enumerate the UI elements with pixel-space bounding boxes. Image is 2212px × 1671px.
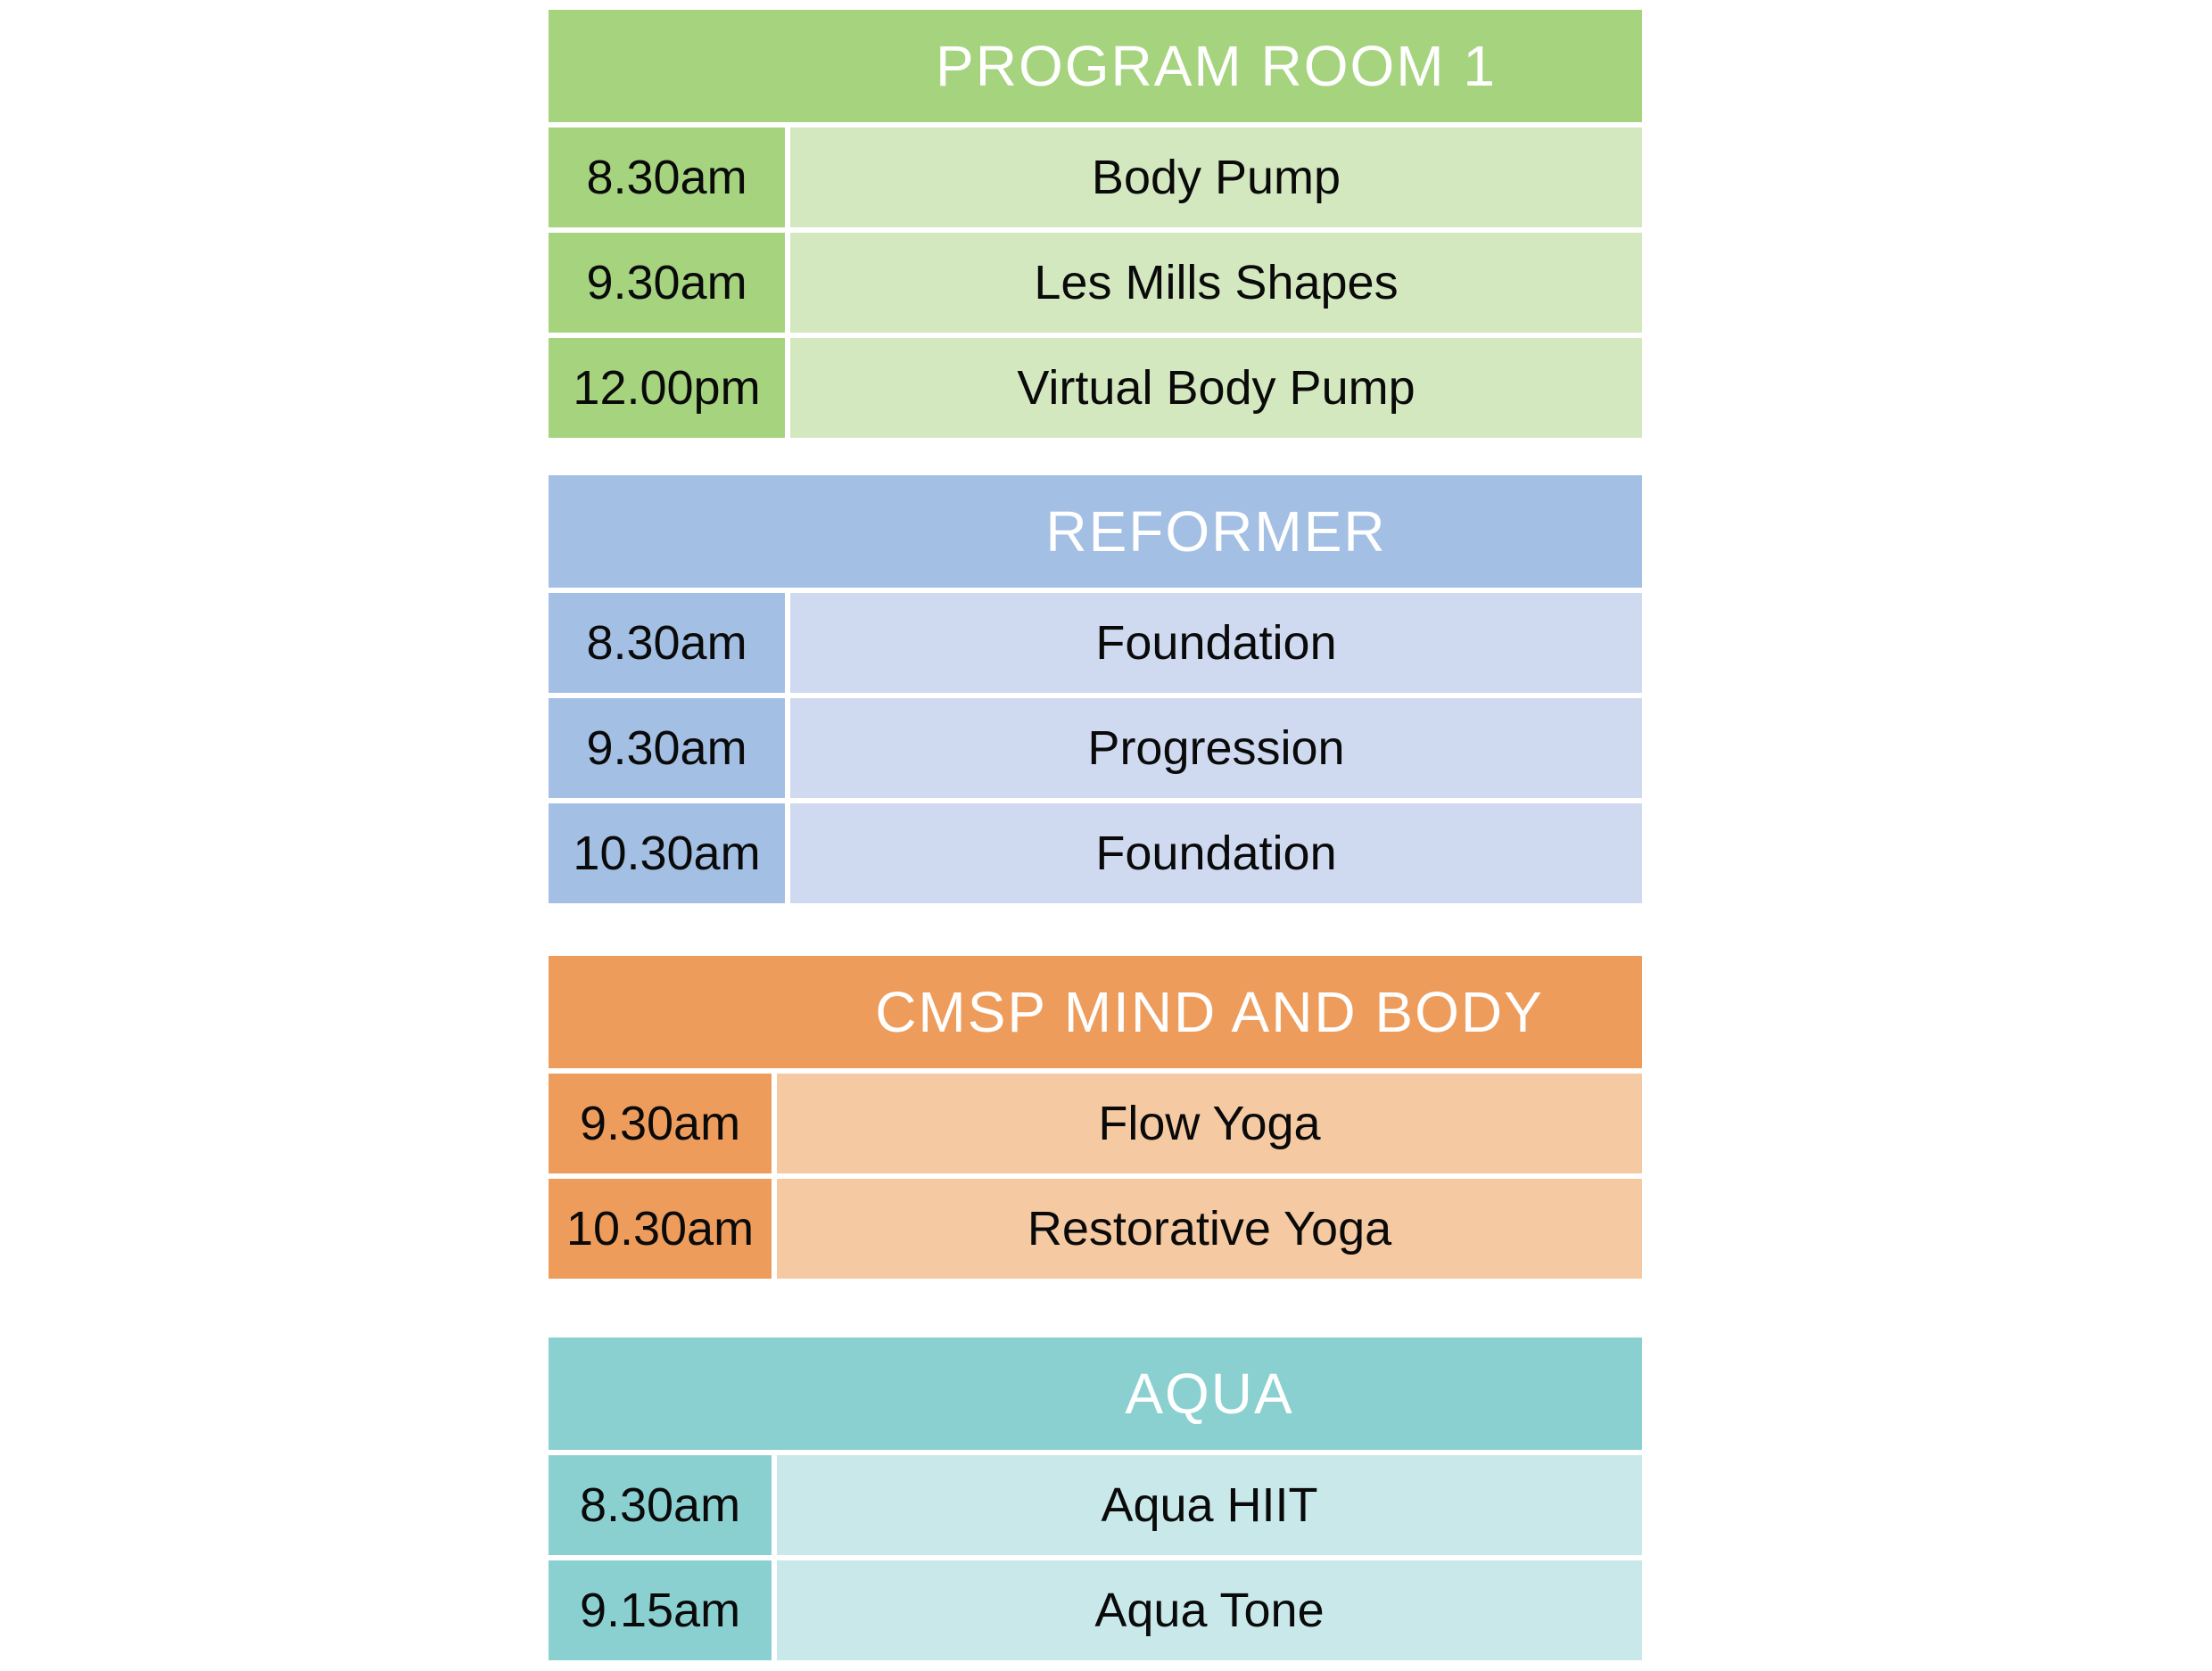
section-title: PROGRAM ROOM 1: [936, 34, 1497, 98]
schedule-row: [549, 128, 1642, 227]
section-title: REFORMER: [1045, 499, 1387, 564]
section-title: AQUA: [1125, 1362, 1294, 1426]
time-cell: 9.30am: [549, 233, 785, 333]
section-aqua: [549, 1338, 1642, 1660]
class-cell: Aqua HIIT: [777, 1455, 1642, 1555]
section-header: [549, 1338, 1642, 1450]
time-cell: 8.30am: [549, 128, 785, 227]
schedule-row: [549, 1179, 1642, 1279]
section-header: [549, 956, 1642, 1068]
class-schedule: [549, 10, 1642, 1660]
schedule-row: [549, 803, 1642, 903]
class-cell: Virtual Body Pump: [790, 338, 1642, 438]
schedule-row: [549, 233, 1642, 333]
schedule-row: [549, 338, 1642, 438]
time-cell: 8.30am: [549, 1455, 772, 1555]
schedule-row: [549, 593, 1642, 693]
schedule-row: [549, 1455, 1642, 1555]
schedule-row: [549, 1560, 1642, 1660]
class-cell: Les Mills Shapes: [790, 233, 1642, 333]
time-cell: 10.30am: [549, 1179, 772, 1279]
time-cell: 8.30am: [549, 593, 785, 693]
class-cell: Aqua Tone: [777, 1560, 1642, 1660]
class-cell: Progression: [790, 698, 1642, 798]
class-cell: Body Pump: [790, 128, 1642, 227]
class-cell: Foundation: [790, 593, 1642, 693]
section-header: [549, 475, 1642, 588]
time-cell: 9.30am: [549, 1074, 772, 1173]
class-cell: Restorative Yoga: [777, 1179, 1642, 1279]
time-cell: 9.15am: [549, 1560, 772, 1660]
time-cell: 10.30am: [549, 803, 785, 903]
section-cmsp-mind-and-body: [549, 956, 1642, 1279]
schedule-row: [549, 1074, 1642, 1173]
section-reformer: [549, 475, 1642, 903]
class-cell: Flow Yoga: [777, 1074, 1642, 1173]
class-cell: Foundation: [790, 803, 1642, 903]
time-cell: 12.00pm: [549, 338, 785, 438]
time-cell: 9.30am: [549, 698, 785, 798]
schedule-row: [549, 698, 1642, 798]
section-title: CMSP MIND AND BODY: [875, 980, 1544, 1044]
section-header: [549, 10, 1642, 122]
section-program-room-1: [549, 10, 1642, 438]
